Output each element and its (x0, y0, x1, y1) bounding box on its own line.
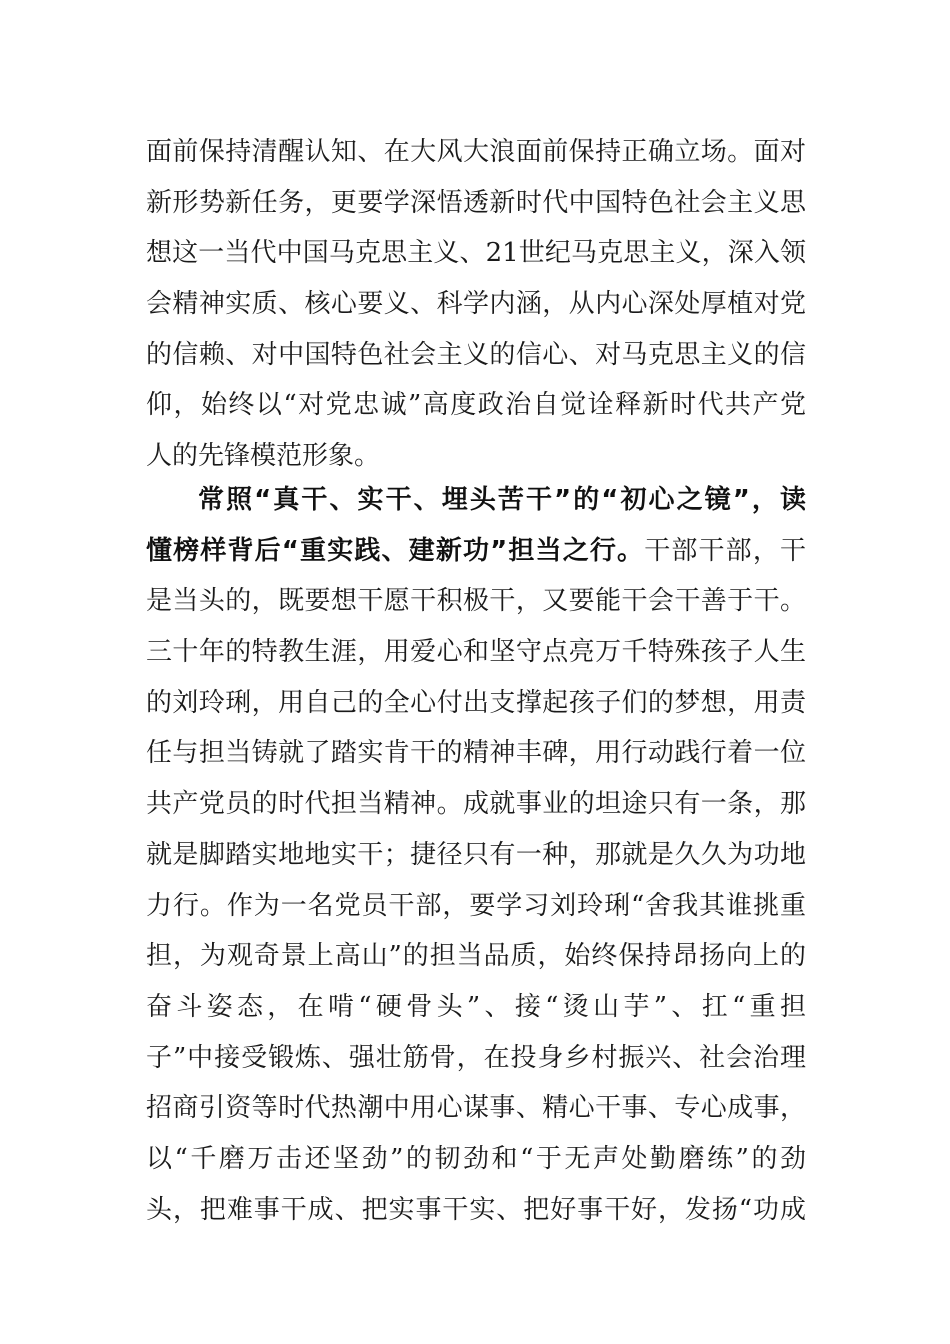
paragraph-line: 仰，始终以“对党忠诚”高度政治自觉诠释新时代共产党 (146, 390, 806, 421)
paragraph-line: 任与担当铸就了踏实肯干的精神丰碑，用行动践行着一位 (146, 738, 806, 769)
paragraph-line: 的信赖、对中国特色社会主义的信心、对马克思主义的信 (146, 339, 806, 370)
paragraph-line: 想这一当代中国马克思主义、21世纪马克思主义，深入领 (146, 238, 806, 269)
paragraph-line: 招商引资等时代热潮中用心谋事、精心干事、专心成事， (146, 1093, 806, 1124)
paragraph-line: 就是脚踏实地地实干；捷径只有一种，那就是久久为功地 (146, 839, 806, 870)
paragraph-line: 头，把难事干成、把实事干实、把好事干好，发扬“功成 (146, 1194, 806, 1225)
paragraph-line: 子”中接受锻炼、强壮筋骨，在投身乡村振兴、社会治理 (146, 1042, 806, 1073)
heading-continuation-text: 干部干部，干 (644, 535, 806, 566)
bold-heading-line: 常照“真干、实干、埋头苦干”的“初心之镜”，读 (198, 485, 806, 515)
paragraph-1 (146, 127, 806, 482)
paragraph-line: 是当头的，既要想干愿干积极干，又要能干会干善于干。 (146, 586, 806, 617)
paragraph-line: 三十年的特教生涯，用爱心和坚守点亮万千特殊孩子人生 (146, 637, 806, 668)
paragraph-line: 面前保持清醒认知、在大风大浪面前保持正确立场。面对 (146, 137, 806, 167)
paragraph-line: 担，为观奇景上高山”的担当品质，始终保持昂扬向上的 (146, 941, 806, 972)
paragraph-line: 新形势新任务，更要学深悟透新时代中国特色社会主义思 (146, 187, 806, 218)
mixed-heading-line (146, 526, 806, 577)
paragraph-line: 以“千磨万击还坚劲”的韧劲和“于无声处勤磨练”的劲 (146, 1143, 806, 1174)
paragraph-2 (146, 475, 806, 1235)
paragraph-line: 共产党员的时代担当精神。成就事业的坦途只有一条，那 (146, 789, 806, 820)
paragraph-line: 会精神实质、核心要义、科学内涵，从内心深处厚植对党 (146, 289, 806, 320)
paragraph-line: 力行。作为一名党员干部，要学习刘玲琍“舍我其谁挑重 (146, 890, 806, 921)
paragraph-line: 奋斗姿态，在啃“硬骨头”、接“烫山芋”、扛“重担 (146, 991, 806, 1022)
paragraph-line: 的刘玲琍，用自己的全心付出支撑起孩子们的梦想，用责 (146, 687, 806, 718)
bold-heading-text: 懂榜样背后“重实践、建新功”担当之行。 (146, 535, 645, 566)
paragraph-line: 人的先锋模范形象。 (146, 441, 381, 472)
